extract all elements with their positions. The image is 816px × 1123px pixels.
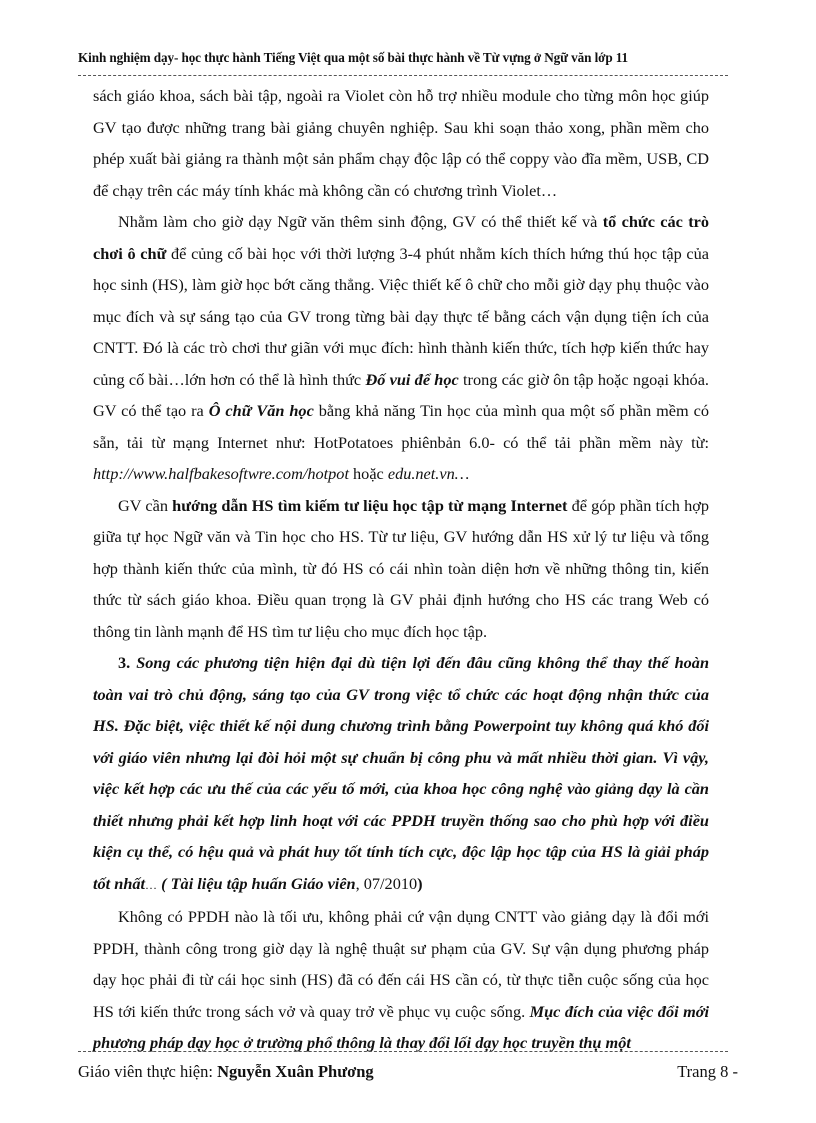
p3-text: để góp phần tích hợp giữa tự học Ngữ văn và Tin học cho HS. Từ tư liệu, GV hướng dẫn HS xử lý tư liệu và tổng hợp thành kiến thức của mình, từ đó HS có cái nhìn toàn diện hơn về những thông tin, kiến thức từ sách giáo khoa. Điều quan trọng là GV phải định hướng cho HS các trang Web có thông tin lành mạnh để HS tìm tư liệu cho mục đích học tập. bbox=[93, 495, 709, 641]
p5-emphasis: Mục đích của việc đổi mới phương pháp dạy học ở trường phổ thông là thay đổi lối dạy học truyền thụ một bbox=[93, 1001, 709, 1052]
p2-text: trong các giờ ôn tập hoặc ngoại khóa. GV có thể tạo ra bbox=[93, 369, 709, 420]
page-number: Trang 8 - bbox=[677, 1062, 738, 1081]
paragraph-1: sách giáo khoa, sách bài tập, ngoài ra Violet còn hỗ trợ nhiều module cho từng môn học giúp GV tạo được những trang bài giảng chuyên nghiệp. Sau khi soạn thảo xong, phần mềm cho phép xuất bài giảng ra thành một sản phẩm chạy độc lập có thể coppy vào đĩa mềm, USB, CD để chạy trên các máy tính khác mà không cần có chương trình Violet… bbox=[93, 86, 709, 200]
paragraph-3 bbox=[93, 490, 709, 648]
p2-text: để củng cố bài học với thời lượng 3-4 phút nhằm kích thích hứng thú học tập của học sinh (HS), làm giờ học bớt căng thẳng. Việc thiết kế ô chữ cho mỗi giờ dạy phụ thuộc vào mục đích và sự sáng tạo của GV trong từng bài dạy thực tế bằng cách vận dụng tiện ích của CNTT. Đó là các trò chơi thư giãn với mục đích: hình thành kiến thức, tích hợp kiến thức hay củng cố bài…lớn hơn có thể là hình thức bbox=[93, 243, 709, 389]
p3-text: GV cần bbox=[118, 495, 173, 515]
p2-text: hoặc bbox=[348, 464, 388, 483]
p2-text: Nhằm làm cho giờ dạy Ngữ văn thêm sinh động, GV có thể thiết kế và bbox=[118, 212, 603, 231]
p2-emphasis-crossword: Ô chữ Văn học bbox=[208, 401, 314, 420]
p4-source: ( Tài liệu tập huấn Giáo viên bbox=[157, 873, 356, 893]
footer-divider bbox=[78, 1051, 728, 1052]
p2-emphasis-word-game: tổ chức các trò chơi ô chữ bbox=[93, 212, 709, 263]
page-header: Kinh nghiệm dạy- học thực hành Tiếng Việt qua một số bài thực hành về Từ vựng ở Ngữ văn lớp 11 bbox=[78, 50, 629, 65]
p2-emphasis-quiz: Đố vui để học bbox=[365, 369, 459, 389]
p3-emphasis: hướng dẫn HS tìm kiếm tư liệu học tập từ mạng Internet bbox=[172, 495, 568, 515]
p2-text: bằng khả năng Tin học của mình qua một số phần mềm có sẵn, tải từ mạng Internet như: HotPotatoes phiênbản 6.0- có thể tải phần mềm này từ: bbox=[93, 401, 710, 452]
p2-link-edu[interactable]: edu.net.vn… bbox=[387, 464, 470, 483]
p4-ellipsis: … bbox=[145, 877, 158, 892]
p2-link-hotpot[interactable]: http://www.halfbakesoftwre.com/hotpot bbox=[93, 464, 349, 483]
p4-close-paren: ) bbox=[417, 873, 423, 893]
body-text bbox=[93, 80, 709, 1059]
footer-author: Nguyễn Xuân Phương bbox=[217, 1062, 374, 1081]
footer-label: Giáo viên thực hiện: bbox=[78, 1062, 218, 1081]
p4-quote: Song các phương tiện hiện đại dù tiện lợi đến đâu cũng không thể thay thế hoàn toàn vai trò chủ động, sáng tạo của GV trong việc tổ chức các hoạt động nhận thức của HS. Đặc biệt, việc thiết kế nội dung chương trình bằng Powerpoint tuy không quá khó đối với giáo viên nhưng lại đòi hỏi một sự chuẩn bị công phu và mất nhiều thời gian. Vì vậy, việc kết hợp các ưu thế của các yếu tố mới, của khoa học công nghệ vào giảng dạy là cần thiết nhưng phải kết hợp linh hoạt với các PPDH truyền thống sao cho phù hợp với điều kiện cụ thể, có hệu quả và phát huy tốt tính tích cực, độc lập học tập của HS là giải pháp tốt nhất bbox=[93, 653, 709, 893]
paragraph-5 bbox=[93, 901, 709, 1059]
p5-text: Không có PPDH nào là tối ưu, không phải cứ vận dụng CNTT vào giảng dạy là đổi mới PPDH, thành công trong giờ dạy là nghệ thuật sư phạm của GV. Sự vận dụng phương pháp dạy học phải đi từ cái học sinh (HS) đã có đến cái HS cần có, từ thực tiễn cuộc sống của học HS tới kiến thức trong sách vở và quay trở về phục vụ cuộc sống. bbox=[93, 907, 709, 1021]
p4-number: 3. bbox=[118, 653, 131, 672]
page-footer bbox=[78, 1062, 738, 1082]
p4-source-date: , 07/2010 bbox=[355, 873, 418, 893]
paragraph-2 bbox=[93, 206, 709, 490]
paragraph-4 bbox=[93, 647, 709, 901]
header-divider bbox=[78, 75, 728, 76]
